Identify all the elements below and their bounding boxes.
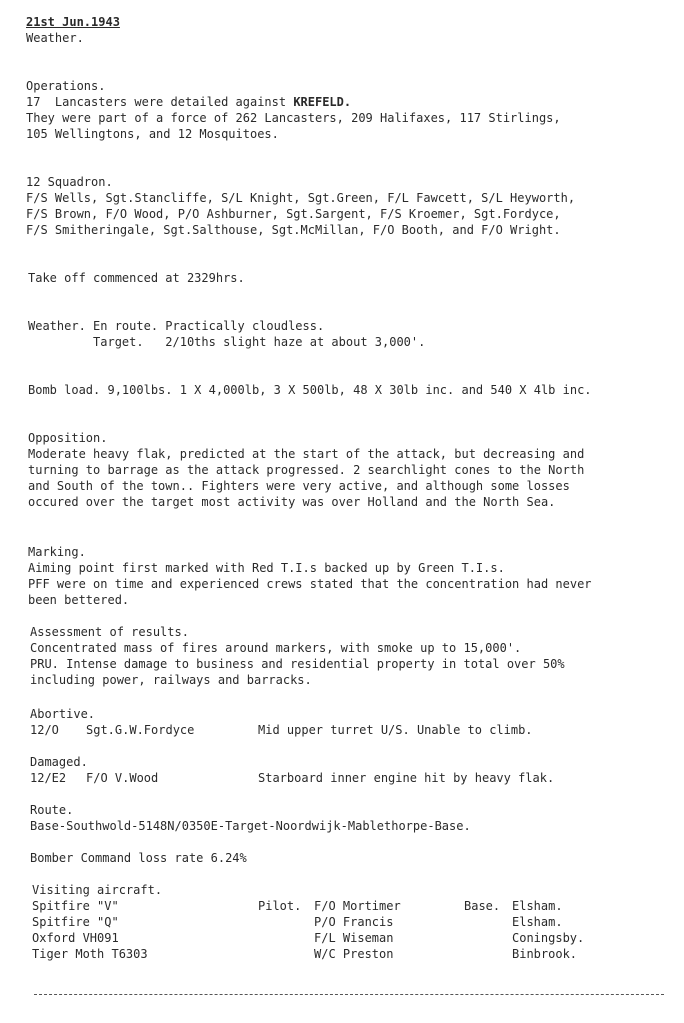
visiting-aircraft: Spitfire "V": [32, 899, 119, 913]
visiting-heading: Visiting aircraft.: [32, 883, 163, 897]
squadron-heading: 12 Squadron.: [26, 175, 113, 189]
opposition-line-3: and South of the town.. Fighters were very active, and although some losses: [28, 479, 570, 493]
abortive-reason: Mid upper turret U/S. Unable to climb.: [258, 723, 533, 737]
assessment-heading: Assessment of results.: [30, 625, 189, 639]
entry-date: 21st Jun.1943: [26, 15, 120, 29]
opposition-line-1: Moderate heavy flak, predicted at the start of the attack, but decreasing and: [28, 447, 585, 461]
visiting-aircraft: Spitfire "Q": [32, 915, 119, 929]
opposition-heading: Opposition.: [28, 431, 108, 445]
damaged-heading: Damaged.: [30, 755, 88, 769]
visiting-pilot: P/O Francis: [314, 915, 394, 929]
assessment-line-3: including power, railways and barracks.: [30, 673, 312, 687]
operations-heading: Operations.: [26, 79, 106, 93]
abortive-crew: Sgt.G.W.Fordyce: [86, 723, 195, 737]
route-heading: Route.: [30, 803, 74, 817]
damaged-aircraft: 12/E2: [30, 771, 67, 785]
visiting-base-label: Base.: [464, 899, 501, 913]
squadron-line-3: F/S Smitheringale, Sgt.Salthouse, Sgt.McMillan, F/O Booth, and F/O Wright.: [26, 223, 561, 237]
squadron-line-2: F/S Brown, F/O Wood, P/O Ashburner, Sgt.Sargent, F/S Kroemer, Sgt.Fordyce,: [26, 207, 561, 221]
weather-heading: Weather.: [26, 31, 84, 45]
operations-line-3: 105 Wellingtons, and 12 Mosquitoes.: [26, 127, 279, 141]
weather-line-1: Weather. En route. Practically cloudless.: [28, 319, 325, 333]
opposition-line-4: occured over the target most activity was over Holland and the North Sea.: [28, 495, 556, 509]
opposition-line-2: turning to barrage as the attack progressed. 2 searchlight cones to the North: [28, 463, 585, 477]
visiting-base: Binbrook.: [512, 947, 578, 961]
marking-heading: Marking.: [28, 545, 86, 559]
visiting-aircraft: Oxford VH091: [32, 931, 119, 945]
damaged-crew: F/O V.Wood: [86, 771, 159, 785]
visiting-aircraft: Tiger Moth T6303: [32, 947, 148, 961]
route-text: Base-Southwold-5148N/0350E-Target-Noordwijk-Mablethorpe-Base.: [30, 819, 471, 833]
abortive-heading: Abortive.: [30, 707, 96, 721]
operations-line-2: They were part of a force of 262 Lancasters, 209 Halifaxes, 117 Stirlings,: [26, 111, 561, 125]
squadron-line-1: F/S Wells, Sgt.Stancliffe, S/L Knight, Sgt.Green, F/L Fawcett, S/L Heyworth,: [26, 191, 576, 205]
abortive-aircraft: 12/O: [30, 723, 59, 737]
marking-line-3: been bettered.: [28, 593, 130, 607]
visiting-pilot: F/O Mortimer: [314, 899, 401, 913]
loss-rate-text: Bomber Command loss rate 6.24%: [30, 851, 247, 865]
visiting-pilot-label: Pilot.: [258, 899, 302, 913]
damaged-reason: Starboard inner engine hit by heavy flak.: [258, 771, 555, 785]
weather-line-2: Target. 2/10ths slight haze at about 3,000'.: [28, 335, 426, 349]
visiting-pilot: F/L Wiseman: [314, 931, 394, 945]
bottom-divider: [34, 994, 664, 995]
visiting-pilot: W/C Preston: [314, 947, 394, 961]
marking-line-2: PFF were on time and experienced crews stated that the concentration had never: [28, 577, 592, 591]
operations-target: KREFELD.: [293, 95, 352, 109]
assessment-line-2: PRU. Intense damage to business and residential property in total over 50%: [30, 657, 565, 671]
operations-line-1: [26, 94, 351, 110]
bomb-load-text: Bomb load. 9,100lbs. 1 X 4,000lb, 3 X 500lb, 48 X 30lb inc. and 540 X 4lb inc.: [28, 383, 592, 397]
marking-line-1: Aiming point first marked with Red T.I.s backed up by Green T.I.s.: [28, 561, 505, 575]
takeoff-text: Take off commenced at 2329hrs.: [28, 271, 245, 285]
visiting-base: Coningsby.: [512, 931, 585, 945]
operations-line-1-prefix: 17 Lancasters were detailed against: [26, 95, 294, 109]
visiting-base: Elsham.: [512, 899, 563, 913]
assessment-line-1: Concentrated mass of fires around markers, with smoke up to 15,000'.: [30, 641, 522, 655]
visiting-base: Elsham.: [512, 915, 563, 929]
